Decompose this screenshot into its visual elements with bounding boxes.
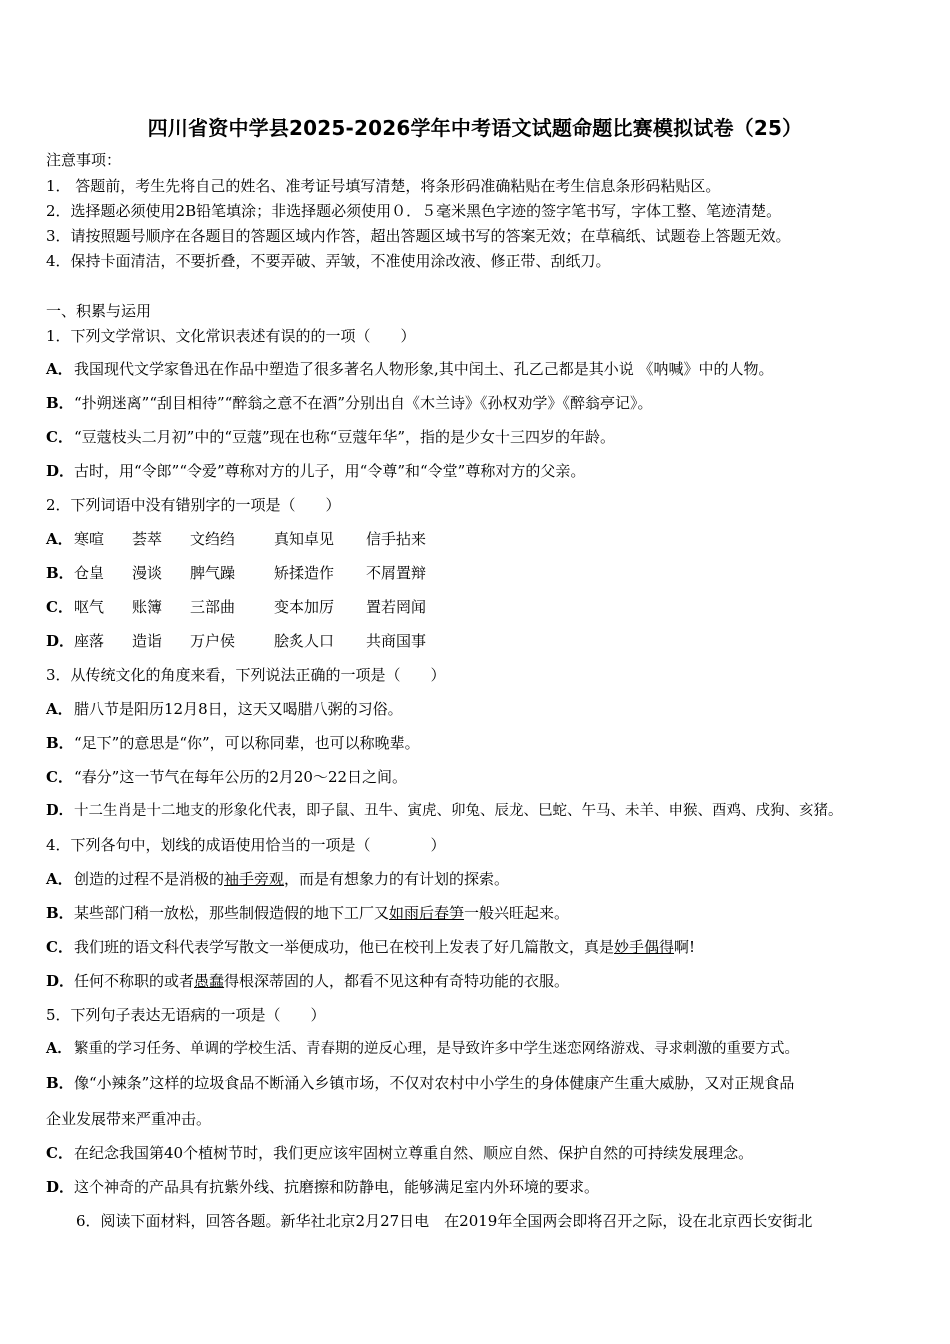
option-text: 古时，用“令郎”“令爱”尊称对方的儿子，用“令尊”和“令堂”尊称对方的父亲。 xyxy=(74,462,586,480)
option-word: 置若罔闻 xyxy=(366,598,427,616)
underlined-idiom: 愚蠢 xyxy=(194,972,225,990)
option-label: C． xyxy=(46,1144,73,1162)
option-row xyxy=(46,461,585,481)
option-text: 我国现代文学家鲁迅在作品中塑造了很多著名人物形象,其中闰土、孔乙己都是其小说 《呐喊》中的人物。 xyxy=(74,360,774,378)
option-word: 脾气躁 xyxy=(190,564,236,582)
option-word: 信手拈来 xyxy=(366,530,427,548)
question-stem: 2．下列词语中没有错别字的一项是（ ） xyxy=(46,496,341,514)
option-word: 座落 xyxy=(74,632,105,650)
option-label: D． xyxy=(46,632,75,650)
option-label: B． xyxy=(46,1074,74,1092)
option-text: 啊! xyxy=(674,938,696,956)
option-row xyxy=(46,1177,599,1197)
option-text: “春分”这一节气在每年公历的2月20～22日之间。 xyxy=(74,768,408,786)
option-word: 造诣 xyxy=(132,632,163,650)
option-text: “扑朔迷离”“刮目相待”“醉翁之意不在酒”分别出自《木兰诗》《孙权劝学》《醉翁亭记》。 xyxy=(74,394,653,412)
notice-item: 4．保持卡面清洁，不要折叠，不要弄破、弄皱，不准使用涂改液、修正带、刮纸刀。 xyxy=(46,252,611,270)
option-row xyxy=(46,767,407,787)
option-label: A． xyxy=(46,530,73,548)
option-text: 任何不称职的或者 xyxy=(74,972,195,990)
option-text: 十二生肖是十二地支的形象化代表，即子鼠、丑牛、寅虎、卯兔、辰龙、巳蛇、午马、未羊、申猴、酉鸡、戌狗、亥猪。 xyxy=(74,803,843,819)
option-text: 像“小辣条”这样的垃圾食品不断涌入乡镇市场，不仅对农村中小学生的身体健康产生重大威胁，又对正规食品 xyxy=(74,1074,795,1092)
option-label: B． xyxy=(46,734,74,752)
question-stem: 6．阅读下面材料，回答各题。新华社北京2月27日电 在2019年全国两会即将召开之际，设在北京西长安街北 xyxy=(76,1212,813,1230)
option-label: A． xyxy=(46,700,73,718)
option-row xyxy=(46,1073,794,1093)
question-stem: 4．下列各句中，划线的成语使用恰当的一项是（ ） xyxy=(46,836,446,854)
question-stem: 3．从传统文化的角度来看，下列说法正确的一项是（ ） xyxy=(46,666,446,684)
option-word: 变本加厉 xyxy=(274,598,335,616)
option-row xyxy=(46,631,456,651)
notice-heading: 注意事项： xyxy=(46,151,122,169)
option-row xyxy=(46,359,774,379)
option-row xyxy=(46,733,420,753)
option-label: A． xyxy=(46,1040,72,1057)
option-text: 创造的过程不是消极的 xyxy=(74,870,225,888)
option-text: 腊八节是阳历12月8日，这天又喝腊八粥的习俗。 xyxy=(74,700,403,718)
option-text: “豆蔻枝头二月初”中的“豆蔻”现在也称“豆蔻年华”，指的是少女十三四岁的年龄。 xyxy=(74,428,616,446)
option-word: 真知卓见 xyxy=(274,530,335,548)
option-label: B． xyxy=(46,394,74,412)
option-word: 万户侯 xyxy=(190,632,236,650)
notice-item: 3．请按照题号顺序在各题目的答题区域内作答，超出答题区域书写的答案无效；在草稿纸、试题卷上答题无效。 xyxy=(46,227,791,245)
option-word: 呕气 xyxy=(74,598,105,616)
option-label: C． xyxy=(46,938,73,956)
option-text: 得根深蒂固的人，都看不见这种有奇特功能的衣服。 xyxy=(224,972,570,990)
underlined-idiom: 妙手偶得 xyxy=(614,938,675,956)
option-row xyxy=(46,869,509,889)
option-label: D． xyxy=(46,972,75,990)
option-row xyxy=(46,801,843,821)
option-label: D． xyxy=(46,462,75,480)
notice-item: 2．选择题必须使用2B铅笔填涂；非选择题必须使用０．５毫米黑色字迹的签字笔书写，字体工整、笔迹清楚。 xyxy=(46,202,782,220)
option-text: “足下”的意思是“你”，可以称同辈，也可以称晚辈。 xyxy=(74,734,420,752)
option-label: A． xyxy=(46,870,73,888)
option-label: C． xyxy=(46,768,73,786)
option-label: A． xyxy=(46,360,73,378)
option-text: 某些部门稍一放松，那些制假造假的地下工厂又 xyxy=(74,904,390,922)
option-word: 矫揉造作 xyxy=(274,564,335,582)
option-row xyxy=(46,903,569,923)
option-label: B． xyxy=(46,564,74,582)
option-text: 我们班的语文科代表学写散文一举便成功，他已在校刊上发表了好几篇散文，真是 xyxy=(74,938,615,956)
option-row xyxy=(46,393,653,413)
option-row xyxy=(46,597,456,617)
option-row xyxy=(46,1039,799,1059)
question-stem: 1．下列文学常识、文化常识表述有误的的一项（ ） xyxy=(46,327,416,345)
option-text: 一般兴旺起来。 xyxy=(464,904,570,922)
option-word: 漫谈 xyxy=(132,564,163,582)
option-continuation: 企业发展带来严重冲击。 xyxy=(46,1110,212,1128)
option-text: 在纪念我国第40个植树节时，我们更应该牢固树立尊重自然、顺应自然、保护自然的可持续发展理念。 xyxy=(74,1144,754,1162)
option-word: 不屑置辩 xyxy=(366,564,427,582)
option-label: D． xyxy=(46,1178,75,1196)
option-word: 寒喧 xyxy=(74,530,105,548)
option-text: ，而是有想象力的有计划的探索。 xyxy=(284,870,510,888)
underlined-idiom: 如雨后春笋 xyxy=(389,904,465,922)
option-row xyxy=(46,529,456,549)
section-heading: 一、积累与运用 xyxy=(46,302,152,320)
option-word: 脍炙人口 xyxy=(274,632,335,650)
option-text: 这个神奇的产品具有抗紫外线、抗磨擦和防静电，能够满足室内外环境的要求。 xyxy=(74,1178,600,1196)
option-word: 文绉绉 xyxy=(190,530,236,548)
option-word: 三部曲 xyxy=(190,598,236,616)
option-label: B． xyxy=(46,904,74,922)
option-row xyxy=(46,971,569,991)
option-row xyxy=(46,1143,753,1163)
option-row xyxy=(46,937,695,957)
underlined-idiom: 袖手旁观 xyxy=(224,870,285,888)
option-label: D． xyxy=(46,802,74,819)
notice-item: 1． 答题前，考生先将自己的姓名、准考证号填写清楚，将条形码准确粘贴在考生信息条形码粘贴区。 xyxy=(46,177,721,195)
option-row xyxy=(46,699,403,719)
option-label: C． xyxy=(46,598,73,616)
option-word: 账簿 xyxy=(132,598,163,616)
option-text: 繁重的学习任务、单调的学校生活、青春期的逆反心理，是导致许多中学生迷恋网络游戏、寻求刺激的重要方式。 xyxy=(74,1041,799,1057)
option-word: 仓皇 xyxy=(74,564,105,582)
option-label: C． xyxy=(46,428,73,446)
option-word: 共商国事 xyxy=(366,632,427,650)
question-stem: 5．下列句子表达无语病的一项是（ ） xyxy=(46,1006,326,1024)
page-title: 四川省资中学县2025-2026学年中考语文试题命题比赛模拟试卷（25） xyxy=(147,116,803,140)
option-row xyxy=(46,563,456,583)
option-row xyxy=(46,427,615,447)
option-word: 荟萃 xyxy=(132,530,163,548)
